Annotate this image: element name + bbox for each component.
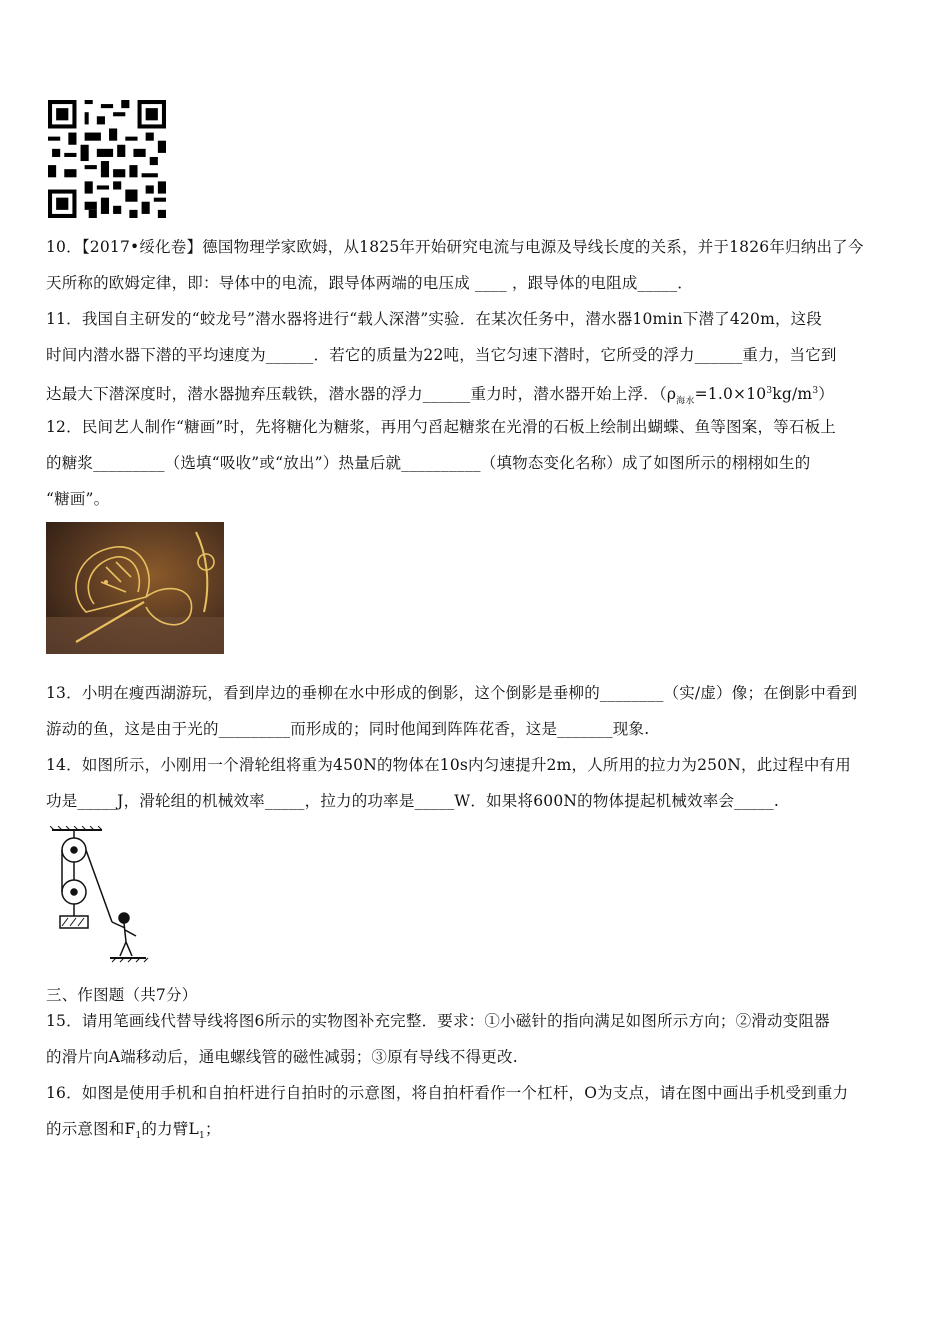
q12-line1: 12．民间艺人制作“糖画”时，先将糖化为糖浆，再用勺舀起糖浆在光滑的石板上绘制出蝴蝶、鱼等图案，等石板上: [46, 418, 836, 436]
q16-line2: [46, 1118, 221, 1147]
q16-line2-b: 的力臂L: [141, 1120, 199, 1138]
q12-line2: 的糖浆_________（选填“吸收”或“放出”）热量后就__________（填物态变化名称）成了如图所示的栩栩如生的: [46, 454, 811, 472]
f1-subscript: 1: [135, 1131, 142, 1142]
exponent: 3: [766, 386, 773, 396]
q16-line1: 16．如图是使用手机和自拍杆进行自拍时的示意图，将自拍杆看作一个杠杆，O为支点，请在图中画出手机受到重力: [46, 1084, 849, 1102]
q11-density-value: =1.0×10: [694, 385, 767, 404]
q11-line1: 11．我国自主研发的“蛟龙号”潜水器将进行“载人深潜”实验．在某次任务中，潜水器10min下潜了420m，这段: [46, 310, 823, 328]
sugar-painting-photo: [46, 522, 224, 654]
q11-line3: [46, 380, 834, 412]
q14-line1: 14．如图所示，小刚用一个滑轮组将重为450N的物体在10s内匀速提升2m，人所用的拉力为250N，此过程中有用: [46, 756, 851, 774]
q13-line1: 13．小明在瘦西湖游玩，看到岸边的垂柳在水中形成的倒影，这个倒影是垂柳的________（实/虚）像；在倒影中看到: [46, 684, 858, 702]
rho-subscript: 海水: [676, 396, 695, 407]
unit-exponent: 3: [812, 386, 819, 396]
l1-subscript: 1: [199, 1131, 205, 1142]
q10-line1: 10．【2017•绥化卷】德国物理学家欧姆，从1825年开始研究电流与电源及导线长度的关系，并于1826年归纳出了今: [46, 238, 864, 256]
q11-line2: 时间内潜水器下潜的平均速度为______．若它的质量为22吨，当它匀速下潜时，它所受的浮力______重力，当它到: [46, 346, 837, 364]
q11-line3-text: 达最大下潜深度时，潜水器抛弃压载铁，潜水器的浮力______重力时，潜水器开始上浮．（ρ: [46, 385, 677, 404]
q12-line3: “糖画”。: [46, 490, 110, 508]
q16-line2-a: 的示意图和F: [46, 1120, 136, 1138]
section3-heading: 三、作图题（共7分）: [46, 986, 198, 1004]
q16-line2-c: ；: [204, 1120, 221, 1138]
q11-density-unit: kg/m: [772, 385, 813, 404]
q14-line2: 功是_____J，滑轮组的机械效率_____，拉力的功率是_____W．如果将600N的物体提起机械效率会_____.: [46, 792, 780, 810]
q13-line2: 游动的鱼，这是由于光的_________而形成的；同时他闻到阵阵花香，这是_______现象.: [46, 720, 650, 738]
pulley-diagram: [46, 826, 158, 964]
q15-line2: 的滑片向A端移动后，通电螺线管的磁性减弱；③原有导线不得更改.: [46, 1048, 518, 1066]
q11-close-paren: ）: [818, 385, 834, 404]
qr-code: [48, 100, 166, 218]
q15-line1: 15．请用笔画线代替导线将图6所示的实物图补充完整．要求：①小磁针的指向满足如图所示方向；②滑动变阻器: [46, 1012, 830, 1030]
q10-line2: 天所称的欧姆定律，即：导体中的电流，跟导体两端的电压成 ____ ，跟导体的电阻成_____．: [46, 274, 694, 292]
